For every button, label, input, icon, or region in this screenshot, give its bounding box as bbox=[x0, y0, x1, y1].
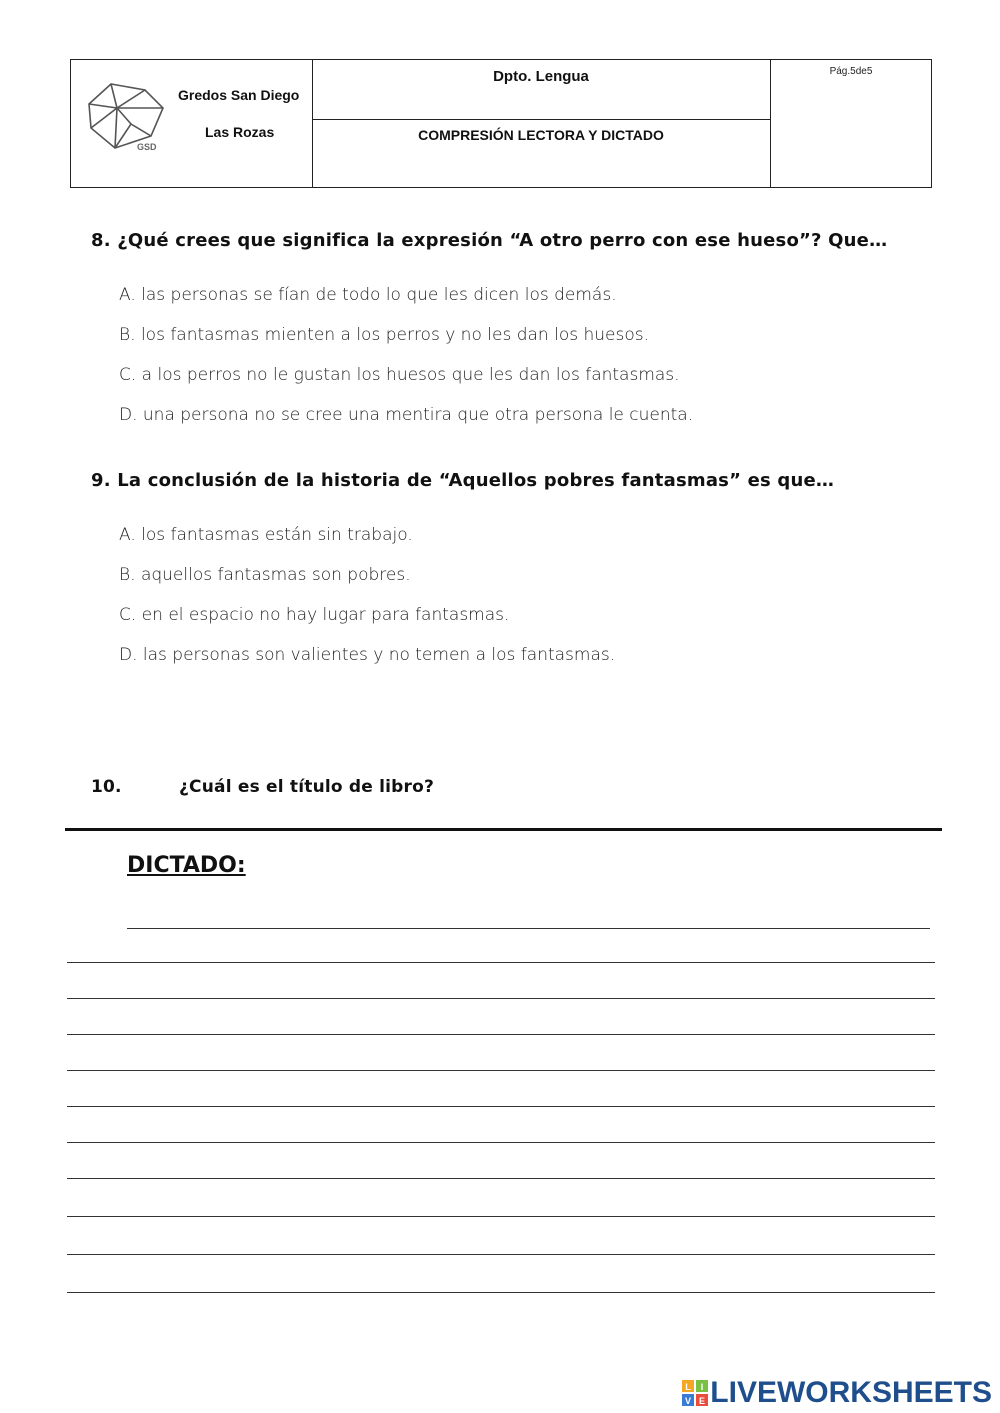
dictation-line[interactable] bbox=[67, 1034, 935, 1035]
question-9-option-a[interactable]: A. los fantasmas están sin trabajo. bbox=[119, 525, 413, 545]
department-title: Dpto. Lengua bbox=[493, 68, 589, 85]
subject-title: COMPRESIÓN LECTORA Y DICTADO bbox=[418, 127, 664, 143]
dictation-line[interactable] bbox=[67, 962, 935, 963]
svg-text:I: I bbox=[701, 1382, 704, 1392]
school-name: Gredos San Diego bbox=[178, 87, 300, 103]
liveworksheets-text: LIVEWORKSHEETS bbox=[710, 1376, 992, 1409]
dictation-line[interactable] bbox=[67, 1254, 935, 1255]
question-9: 9. La conclusión de la historia de “Aquellos pobres fantasmas” es que… bbox=[91, 470, 835, 491]
question-10: ¿Cuál es el título de libro? bbox=[179, 777, 435, 797]
liveworksheets-icon bbox=[682, 1380, 708, 1406]
header-divider bbox=[770, 60, 771, 187]
answer-line-question-10[interactable] bbox=[65, 828, 942, 831]
page-number: Pág.5de5 bbox=[829, 66, 873, 77]
question-10-number: 10. bbox=[91, 777, 122, 797]
question-8-option-a[interactable]: A. las personas se fían de todo lo que les dicen los demás. bbox=[119, 285, 617, 305]
dictation-line[interactable] bbox=[67, 998, 935, 999]
logo-text: GSD bbox=[137, 142, 157, 152]
question-8: 8. ¿Qué crees que significa la expresión “A otro perro con ese hueso”? Que… bbox=[91, 230, 888, 251]
question-9-option-d[interactable]: D. las personas son valientes y no temen a los fantasmas. bbox=[119, 645, 616, 665]
header-divider bbox=[312, 119, 770, 120]
dictation-line[interactable] bbox=[67, 1178, 935, 1179]
question-8-option-b[interactable]: B. los fantasmas mienten a los perros y no les dan los huesos. bbox=[119, 325, 650, 345]
question-8-option-c[interactable]: C. a los perros no le gustan los huesos que les dan los fantasmas. bbox=[119, 365, 680, 385]
question-9-option-b[interactable]: B. aquellos fantasmas son pobres. bbox=[119, 565, 411, 585]
dictation-line[interactable] bbox=[67, 1142, 935, 1143]
svg-text:L: L bbox=[685, 1382, 692, 1392]
svg-text:V: V bbox=[685, 1396, 692, 1406]
dictado-title: DICTADO: bbox=[127, 853, 246, 878]
dictation-line[interactable] bbox=[67, 1106, 935, 1107]
dictation-line[interactable] bbox=[67, 1292, 935, 1293]
liveworksheets-logo bbox=[682, 1376, 992, 1410]
question-9-option-c[interactable]: C. en el espacio no hay lugar para fantasmas. bbox=[119, 605, 510, 625]
school-location: Las Rozas bbox=[205, 124, 275, 140]
header-table bbox=[70, 59, 932, 188]
dictation-line[interactable] bbox=[67, 1070, 935, 1071]
svg-text:E: E bbox=[699, 1396, 706, 1406]
dictation-line[interactable] bbox=[127, 928, 930, 929]
dictation-line[interactable] bbox=[67, 1216, 935, 1217]
question-8-option-d[interactable]: D. una persona no se cree una mentira que otra persona le cuenta. bbox=[119, 405, 694, 425]
